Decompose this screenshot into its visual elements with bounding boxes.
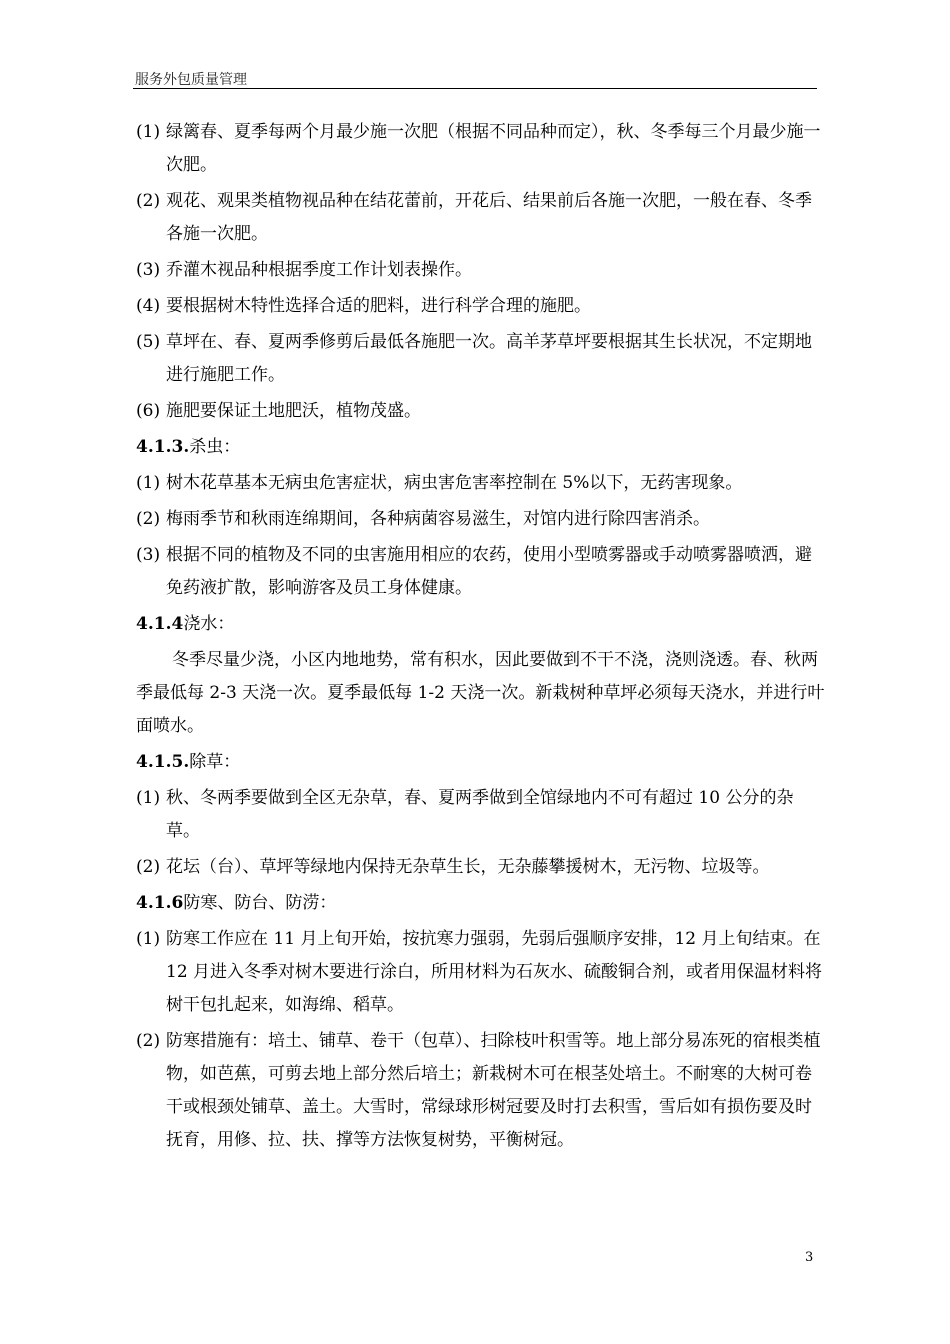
item-number: (2) xyxy=(136,191,161,211)
list-item xyxy=(136,851,826,884)
list-item xyxy=(136,1025,826,1157)
list-item xyxy=(136,503,826,536)
pest-list xyxy=(136,467,826,605)
section-heading-cold xyxy=(136,887,826,920)
list-item xyxy=(136,326,826,392)
section-number: 4.1.6 xyxy=(136,893,184,913)
section-number: 4.1.3. xyxy=(136,437,190,457)
item-text: 乔灌木视品种根据季度工作计划表操作。 xyxy=(166,260,472,280)
fertilize-list xyxy=(136,116,826,428)
item-number: (2) xyxy=(136,1031,161,1051)
list-item xyxy=(136,254,826,287)
item-number: (5) xyxy=(136,332,161,352)
item-text: 花坛（台）、草坪等绿地内保持无杂草生长，无杂藤攀援树木，无污物、垃圾等。 xyxy=(166,857,770,877)
item-number: (1) xyxy=(136,122,161,142)
item-number: (3) xyxy=(136,260,161,280)
list-item xyxy=(136,782,826,848)
item-text: 要根据树木特性选择合适的肥料，进行科学合理的施肥。 xyxy=(166,296,591,316)
item-text: 绿篱春、夏季每两个月最少施一次肥（根据不同品种而定），秋、冬季每三个月最少施一次肥。 xyxy=(166,122,821,175)
document-body xyxy=(136,116,826,1160)
page-header-title: 服务外包质量管理 xyxy=(135,72,247,88)
section-number: 4.1.4 xyxy=(136,614,184,634)
section-title: 杀虫： xyxy=(189,437,241,457)
item-number: (1) xyxy=(136,473,161,493)
section-heading-water xyxy=(136,608,826,641)
weed-list xyxy=(136,782,826,884)
item-number: (1) xyxy=(136,788,161,808)
section-title: 浇水： xyxy=(183,614,235,634)
item-text: 防寒工作应在 11 月上旬开始，按抗寒力强弱，先弱后强顺序安排，12 月上旬结束。在 12 月进入冬季对树木要进行涂白，所用材料为石灰水、硫酸铜合剂，或者用保温材料将树干包扎起来，如海绵、稻草。 xyxy=(166,929,823,1015)
header-divider xyxy=(133,88,817,89)
item-text: 梅雨季节和秋雨连绵期间，各种病菌容易滋生，对馆内进行除四害消杀。 xyxy=(166,509,710,529)
section-title: 除草： xyxy=(189,752,241,772)
page-number: 3 xyxy=(805,1250,814,1265)
item-text: 观花、观果类植物视品种在结花蕾前，开花后、结果前后各施一次肥，一般在春、冬季各施一次肥。 xyxy=(166,191,812,244)
water-paragraph: 冬季尽量少浇，小区内地地势，常有积水，因此要做到不干不浇，浇则浇透。春、秋两季最低每 2-3 天浇一次。夏季最低每 1-2 天浇一次。新栽树种草坪必须每天浇水，并进行叶面喷水。 xyxy=(136,650,825,736)
item-number: (4) xyxy=(136,296,161,316)
list-item xyxy=(136,185,826,251)
list-item xyxy=(136,116,826,182)
item-number: (3) xyxy=(136,545,161,565)
section-heading-weed xyxy=(136,746,826,779)
section-number: 4.1.5. xyxy=(136,752,190,772)
item-text: 草坪在、春、夏两季修剪后最低各施肥一次。高羊茅草坪要根据其生长状况，不定期地进行施肥工作。 xyxy=(166,332,812,385)
list-item xyxy=(136,395,826,428)
list-item xyxy=(136,923,826,1022)
section-title: 防寒、防台、防涝： xyxy=(183,893,337,913)
item-number: (2) xyxy=(136,857,161,877)
item-number: (6) xyxy=(136,401,161,421)
item-text: 树木花草基本无病虫危害症状，病虫害危害率控制在 5%以下，无药害现象。 xyxy=(166,473,743,493)
item-number: (2) xyxy=(136,509,161,529)
cold-list xyxy=(136,923,826,1157)
section-heading-pest xyxy=(136,431,826,464)
item-number: (1) xyxy=(136,929,161,949)
item-text: 防寒措施有：培土、铺草、卷干（包草）、扫除枝叶积雪等。地上部分易冻死的宿根类植物，如芭蕉，可剪去地上部分然后培土；新栽树木可在根茎处培土。不耐寒的大树可卷干或根颈处铺草、盖土。大雪时，常绿球形树冠要及时打去积雪，雪后如有损伤要及时抚育，用修、拉、扶、撑等方法恢复树势，平衡树冠。 xyxy=(166,1031,821,1150)
list-item xyxy=(136,467,826,500)
item-text: 秋、冬两季要做到全区无杂草，春、夏两季做到全馆绿地内不可有超过 10 公分的杂草。 xyxy=(166,788,794,841)
list-item xyxy=(136,539,826,605)
item-text: 施肥要保证土地肥沃，植物茂盛。 xyxy=(166,401,421,421)
item-text: 根据不同的植物及不同的虫害施用相应的农药，使用小型喷雾器或手动喷雾器喷洒，避免药液扩散，影响游客及员工身体健康。 xyxy=(166,545,812,598)
list-item xyxy=(136,290,826,323)
